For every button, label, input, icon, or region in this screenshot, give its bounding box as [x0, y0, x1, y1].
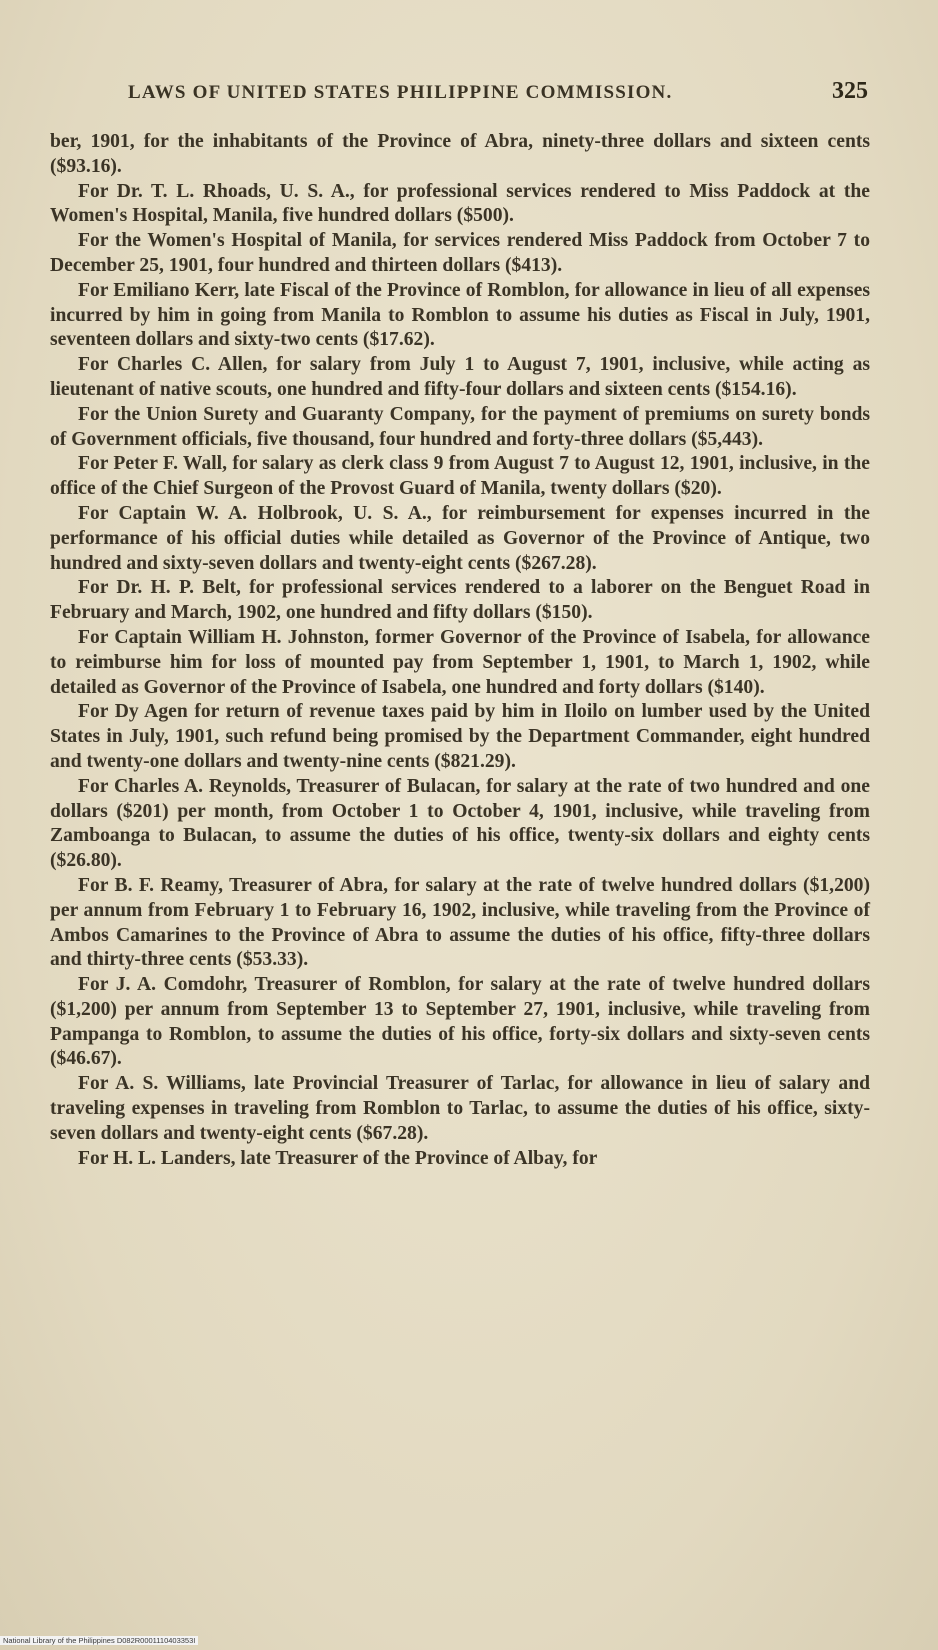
- paragraph: For Dy Agen for return of revenue taxes paid by him in Iloilo on lumber used by the United States in July, 1901, such refund being promised by the Department Commander, eight hundred and twenty-one dollars and twenty-nine cents ($821.29).: [50, 701, 870, 772]
- paragraph: For the Union Surety and Guaranty Company, for the payment of premiums on surety bonds of Government officials, five thousand, four hundred and forty-three dollars ($5,443).: [50, 403, 870, 450]
- paragraph: For Captain William H. Johnston, former Governor of the Province of Isabela, for allowance to reimburse him for loss of mounted pay from September 1, 1901, to March 1, 1902, while detailed as Governor of the Province of Isabela, one hundred and forty dollars ($140).: [50, 626, 870, 698]
- paragraph: ber, 1901, for the inhabitants of the Province of Abra, ninety-three dollars and sixteen cents ($93.16).: [50, 131, 870, 177]
- paragraph: For Charles C. Allen, for salary from July 1 to August 7, 1901, inclusive, while acting as lieutenant of native scouts, one hundred and fifty-four dollars and sixteen cents ($154.16).: [50, 354, 870, 400]
- body-text: [50, 130, 870, 1171]
- paragraph: For Emiliano Kerr, late Fiscal of the Province of Romblon, for allowance in lieu of all expenses incurred by him in going from Manila to Romblon to assume his duties as Fiscal in July, 1901, seventeen dollars and sixty-two cents ($17.62).: [50, 279, 870, 351]
- paragraph: For A. S. Williams, late Provincial Treasurer of Tarlac, for allowance in lieu of salary and traveling expenses in traveling from Romblon to Tarlac, to assume the duties of his office, sixty-seven dollars and twenty-eight cents ($67.28).: [50, 1073, 870, 1144]
- paragraph: For J. A. Comdohr, Treasurer of Romblon, for salary at the rate of twelve hundred dollars ($1,200) per annum from September 13 to September 27, 1901, inclusive, while traveling from Pampanga to Romblon, to assume the duties of his office, forty-six dollars and sixty-seven cents ($46.67).: [50, 974, 870, 1070]
- paragraph: For H. L. Landers, late Treasurer of the Province of Albay, for: [78, 1147, 598, 1169]
- paragraph: For B. F. Reamy, Treasurer of Abra, for salary at the rate of twelve hundred dollars ($1,200) per annum from February 1 to February 16, 1902, inclusive, while traveling from the Province of Ambos Camarines to the Province of Abra to assume the duties of his office, fifty-three dollars and thirty-three cents ($53.33).: [50, 874, 870, 971]
- paragraph: For Captain W. A. Holbrook, U. S. A., for reimbursement for expenses incurred in the performance of his official duties while detailed as Governor of the Province of Antique, two hundred and sixty-seven dollars and twenty-eight cents ($267.28).: [50, 502, 870, 574]
- paragraph: For Peter F. Wall, for salary as clerk class 9 from August 7 to August 12, 1901, inclusive, in the office of the Chief Surgeon of the Provost Guard of Manila, twenty dollars ($20).: [50, 453, 870, 500]
- page-header: [0, 78, 938, 112]
- paragraph: For Dr. T. L. Rhoads, U. S. A., for professional services rendered to Miss Paddock at the Women's Hospital, Manila, five hundred dollars ($500).: [50, 180, 870, 227]
- paragraph: For Dr. H. P. Belt, for professional services rendered to a laborer on the Benguet Road in February and March, 1902, one hundred and fifty dollars ($150).: [50, 577, 870, 624]
- running-head: LAWS OF UNITED STATES PHILIPPINE COMMISSION.: [128, 82, 673, 103]
- paragraph: For Charles A. Reynolds, Treasurer of Bulacan, for salary at the rate of two hundred and one dollars ($201) per month, from October 1 to October 4, 1901, inclusive, while traveling from Zamboanga to Bulacan, to assume the duties of his office, twenty-six dollars and eighty cents ($26.80).: [50, 775, 870, 872]
- page-number: 325: [832, 78, 868, 104]
- scan-footer: National Library of the Philippines D082R0001110403353I: [0, 1636, 198, 1645]
- paragraph: For the Women's Hospital of Manila, for services rendered Miss Paddock from October 7 to December 25, 1901, four hundred and thirteen dollars ($413).: [50, 230, 870, 276]
